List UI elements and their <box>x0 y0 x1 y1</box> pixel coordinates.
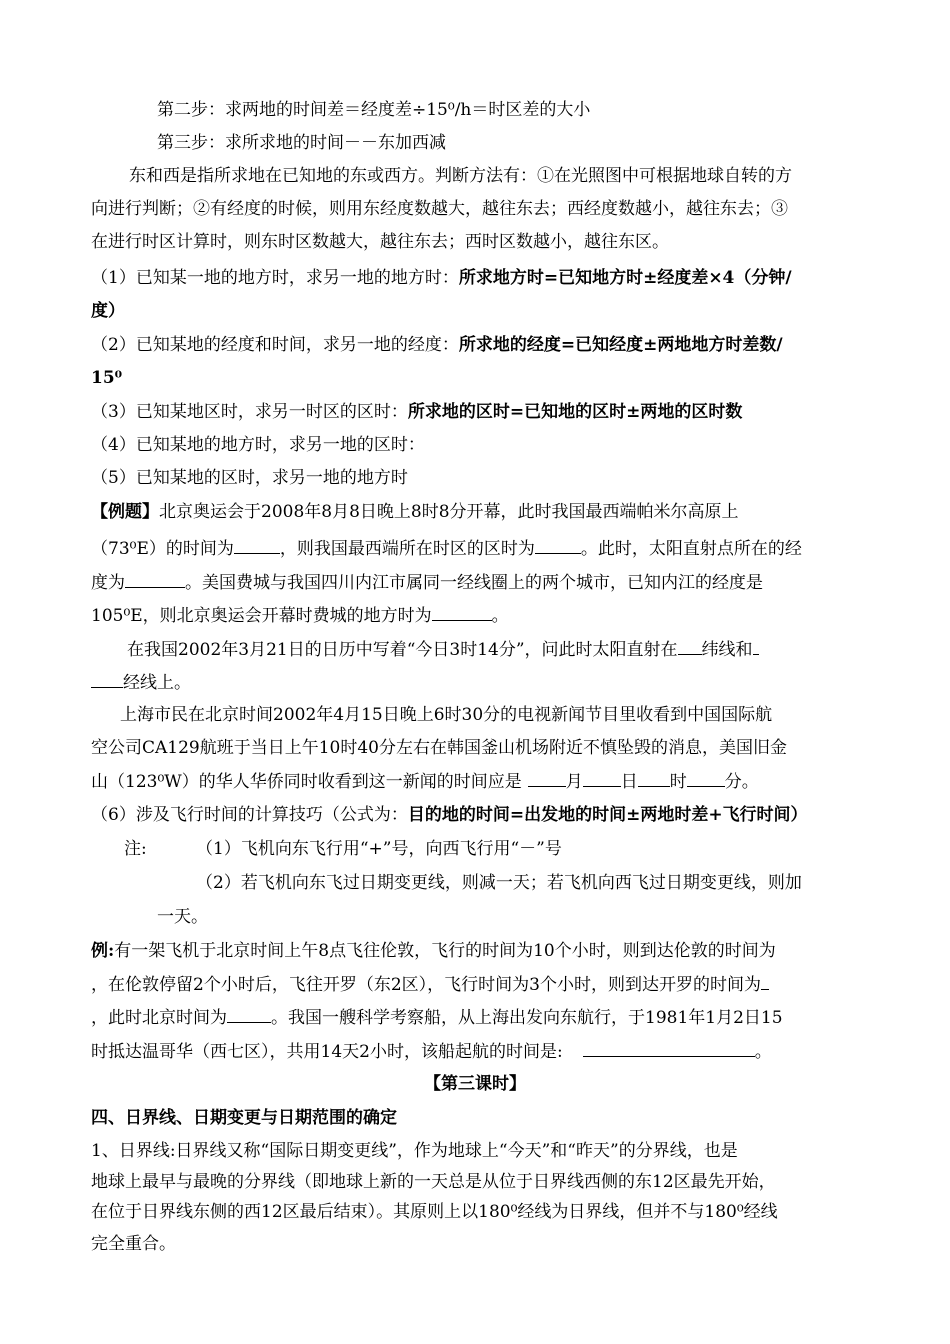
example-two-line <box>91 1039 772 1064</box>
item-1-text: （1）已知某一地的地方时，求另一地的地方时： <box>91 268 459 288</box>
question-line: 上海市民在北京时间2002年4月15日晚上6时30分的电视新闻节目里收看到中国国际航 <box>120 705 773 725</box>
example-text: 时抵达温哥华（西七区），共用14天2小时，该船起航的时间是: <box>91 1042 563 1062</box>
example-line <box>91 500 739 524</box>
item-6 <box>91 803 808 827</box>
dateline-paragraph-line: 地球上最早与最晚的分界线（即地球上新的一天总是从位于日界线西侧的东12区最先开始， <box>91 1172 776 1192</box>
paragraph-line: 向进行判断；②有经度的时候，则用东经度数越大，越往东去；西经度数越小，越往东去；③ <box>91 199 788 219</box>
question-text: 日 <box>620 772 638 792</box>
note-line: （2）若飞机向东飞过日期变更线，则减一天；若飞机向西飞过日期变更线，则加 <box>196 873 802 893</box>
example-line <box>91 536 802 561</box>
question-line: 空公司CA129航班于当日上午10时40分左右在韩国釜山机场附近不慎坠毁的消息，美国旧金 <box>91 738 787 758</box>
example-text: 有一架飞机于北京时间上午8点飞往伦敦，飞行的时间为10个小时，则到达伦敦的时间为 <box>114 941 776 961</box>
example-text: 。此时，太阳直射点所在的经 <box>580 539 802 559</box>
item-2 <box>91 333 783 357</box>
example-text: ，此时北京时间为 <box>91 1008 227 1028</box>
example-text: 度为 <box>91 573 125 593</box>
item-5: （5）已知某地的区时，求另一地的地方时 <box>91 468 408 488</box>
answer-blank[interactable] <box>753 637 759 655</box>
answer-blank[interactable] <box>583 769 621 787</box>
example-line <box>91 603 509 628</box>
answer-blank[interactable] <box>91 670 123 688</box>
question-text: 月 <box>565 772 583 792</box>
item-6-text: （6）涉及飞行时间的计算技巧（公式为： <box>91 805 408 825</box>
item-3-formula: 所求地的区时=已知地的区时±两地的区时数 <box>407 402 743 422</box>
question-text: 山（123⁰W）的华人华侨同时收看到这一新闻的时间应是 <box>91 772 522 792</box>
example-text: ，在伦敦停留2个小时后，飞往开罗（东2区），飞行时间为3个小时，则到达开罗的时间为 <box>91 975 761 995</box>
example-two-line <box>91 972 769 997</box>
question-text: 时 <box>669 772 687 792</box>
note-label: 注: <box>124 839 147 859</box>
step-three-line: 第三步：求所求地的时间－－东加西减 <box>157 133 446 153</box>
note-line: 一天。 <box>157 907 208 927</box>
paragraph-line: 在进行时区计算时，则东时区数越大，越往东去；西时区数越小，越往东区。 <box>91 232 669 252</box>
question-line <box>127 637 759 662</box>
question-line <box>91 769 759 794</box>
answer-blank[interactable] <box>227 1005 271 1023</box>
example-text: 北京奥运会于2008年8月8日晚上8时8分开幕，此时我国最西端帕米尔高原上 <box>159 502 739 522</box>
example-text: 。 <box>491 606 509 626</box>
answer-blank[interactable] <box>125 570 185 588</box>
item-3-text: （3）已知某地区时，求另一时区的区时： <box>91 402 408 422</box>
item-3 <box>91 400 742 424</box>
example-two-line <box>91 1005 783 1030</box>
example-text: 。 <box>754 1042 772 1062</box>
item-1 <box>91 266 792 290</box>
section-heading: 四、日界线、日期变更与日期范围的确定 <box>91 1108 397 1128</box>
item-2-formula: 所求地的经度=已知经度±两地地方时差数/ <box>458 335 783 355</box>
dateline-paragraph-line: 完全重合。 <box>91 1234 176 1254</box>
item-6-formula: 目的地的时间=出发地的时间±两地时差+飞行时间） <box>407 805 808 825</box>
example-text: （73⁰E）的时间为 <box>91 539 234 559</box>
example-text: ，则我国最西端所在时区的区时为 <box>279 539 535 559</box>
example-tag: 【例题】 <box>91 502 159 522</box>
paragraph-line: 东和西是指所求地在已知地的东或西方。判断方法有：①在光照图中可根据地球自转的方 <box>129 166 792 186</box>
example-two-tag: 例: <box>91 941 115 961</box>
answer-blank[interactable] <box>687 769 725 787</box>
dateline-paragraph-line: 在位于日界线东侧的西12区最后结束）。其原则上以180⁰经线为日界线，但并不与180⁰经线 <box>91 1202 778 1222</box>
item-1-continuation: 度） <box>91 301 125 321</box>
item-2-text: （2）已知某地的经度和时间，求另一地的经度： <box>91 335 459 355</box>
item-4: （4）已知某地的地方时，求另一地的区时： <box>91 435 425 455</box>
example-text: 。美国费城与我国四川内江市属同一经线圈上的两个城市，已知内江的经度是 <box>185 573 763 593</box>
answer-blank[interactable] <box>761 972 769 990</box>
answer-blank[interactable] <box>638 769 670 787</box>
answer-blank[interactable] <box>535 536 581 554</box>
answer-blank[interactable] <box>678 637 702 655</box>
answer-blank[interactable] <box>583 1039 755 1057</box>
question-text: 纬线和 <box>701 640 753 660</box>
dateline-paragraph-line: 1、日界线:日界线又称“国际日期变更线”，作为地球上“今天”和“昨天”的分界线，也是 <box>91 1141 738 1161</box>
question-text: 在我国2002年3月21日的日历中写着“今日3时14分”，问此时太阳直射在 <box>127 640 678 660</box>
example-two-line <box>91 939 776 963</box>
example-text: 。我国一艘科学考察船，从上海出发向东航行，于1981年1月2日15 <box>271 1008 783 1028</box>
item-1-formula: 所求地方时=已知地方时±经度差×4（分钟/ <box>458 268 792 288</box>
example-line <box>91 570 763 595</box>
step-two-line: 第二步：求两地的时间差＝经度差÷15⁰/h＝时区差的大小 <box>157 100 591 120</box>
note-line: （1）飞机向东飞行用“+”号，向西飞行用“－”号 <box>196 839 562 859</box>
item-2-continuation: 15⁰ <box>91 368 123 388</box>
question-text: 经线上。 <box>123 673 191 693</box>
example-text: 105⁰E，则北京奥运会开幕时费城的地方时为 <box>91 606 432 626</box>
answer-blank[interactable] <box>528 769 566 787</box>
lesson-heading: 【第三课时】 <box>424 1074 526 1094</box>
answer-blank[interactable] <box>432 603 492 621</box>
question-text: 分。 <box>724 772 759 792</box>
question-line <box>91 670 191 695</box>
answer-blank[interactable] <box>234 536 280 554</box>
